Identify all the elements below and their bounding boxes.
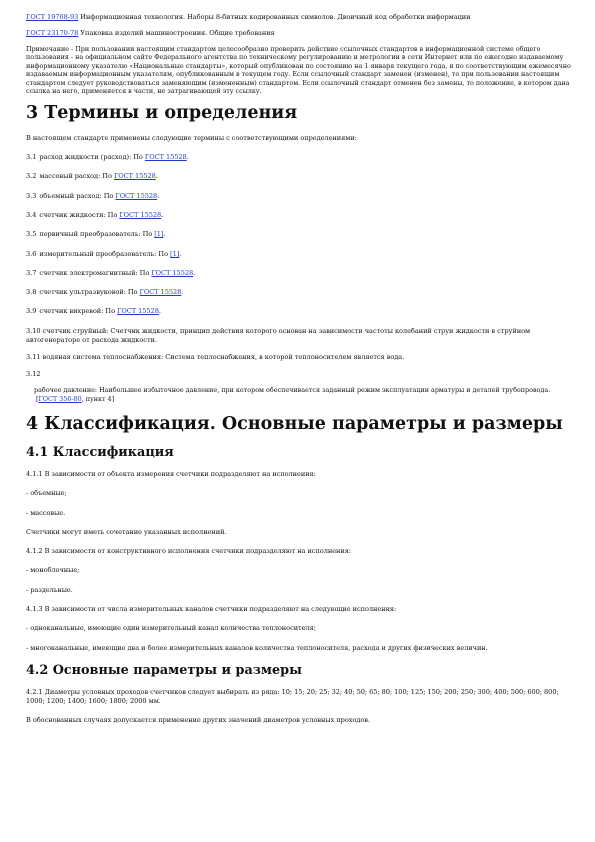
note-paragraph: Примечание - При пользовании настоящим стандартом целесообразно проверить действие ссылочных стандартов в информационной системе общего пользования - на официальном сайте Федерального агентства по техническому регулированию и метрологии в сети Интернет или по ежегодно издаваемому информационному указателю «Национальные стандарты», который опубликован по состоянию на 1 января текущего года, и по соответствующим ежемесячно издаваемым информационным указателям, опубликованным в текущем году. Если ссылочный стандарт заменен (изменен), то при пользовании настоящим стандартом следует руководствоваться заменяющим (измененным) стандартом. Если ссылочный стандарт отменен без замены, то положение, в котором дана ссылка на него, применяется в части, не затрагивающей эту ссылку. [26,44,571,96]
term-number: 3.6 [26,249,37,258]
term-link[interactable]: ГОСТ 15528 [151,268,194,277]
term-name: первичный преобразователь [39,230,139,239]
section-3-intro: В настоящем стандарте применены следующие термины с соответствующими определениями: [26,133,357,142]
ref-text: Упаковка изделий машиностроения. Общие требования [78,28,275,37]
term-link[interactable]: ГОСТ 15528 [119,211,162,219]
term-number: 3.2 [26,172,37,181]
term-link[interactable]: [1] [154,230,164,239]
ref-link[interactable]: ГОСТ 23170-78 [26,28,79,37]
section-4-heading: 4 Классификация. Основные параметры и размеры [26,414,563,434]
term-item [26,230,571,239]
section-3-heading: 3 Термины и определения [26,102,298,123]
term-prefix: : По [98,172,114,181]
term-number: 3.4 [26,211,37,219]
term-name: расход жидкости (расход) [39,153,130,162]
term-name: счетчик жидкости [39,211,104,219]
term-item [26,153,571,162]
term-number: 3.7 [26,268,37,277]
para-4-1-1-note: Счетчики могут иметь сочетание указанных исполнений. [26,527,227,536]
term-3-11: 3.11 водяная система теплоснабжения: Система теплоснабжения, в которой теплоносителем является вода. [26,352,405,361]
term-link[interactable]: ГОСТ 15528 [144,153,187,162]
term-prefix: : По [101,307,118,316]
term-number: 3.9 [26,307,37,316]
source-link[interactable]: ГОСТ 356-80 [38,394,82,403]
term-item [26,288,571,297]
term-prefix: : По [103,211,120,219]
term-item [26,192,571,201]
term-name: массовый расход [39,172,99,181]
subsection-4-1-heading: 4.1 Классификация [26,445,174,460]
term-name: счетчик электромагнитный [39,268,136,277]
term-suffix: . [155,172,158,181]
ref-text: Информационная технология. Наборы 8-битных кодированных символов. Двоичный код обработки информации [78,13,471,21]
list-item: - объемные; [26,489,67,498]
term-item [26,211,571,220]
term-prefix: : По [154,249,171,258]
term-3-12-source [30,395,571,403]
list-item: - одноканальные, имеющие один измерительный канал количества теплоносителя; [26,624,316,633]
ref-item [26,29,571,38]
para-4-1-1: 4.1.1 В зависимости от объекта измерения счетчики подразделяют на исполнения: [26,470,316,478]
term-link[interactable]: ГОСТ 15528 [139,288,182,297]
term-suffix: . [181,288,184,297]
term-suffix: . [193,268,196,277]
para-4-1-2: 4.1.2 В зависимости от конструктивного исполнения счетчики подразделяют на исполнения: [26,547,352,556]
term-3-10: 3.10 счетчик струйный: Счетчик жидкости, принцип действия которого основан на зависимости частоты колебаний струи жидкости в струйном автогенераторе от расхода жидкости. [26,326,531,344]
source-bracket: [ [36,394,39,403]
list-item: - массовые. [26,508,66,517]
term-3-12-number: 3.12 [26,369,41,378]
term-number: 3.8 [26,288,37,297]
ref-link[interactable]: ГОСТ 19768-93 [26,13,79,21]
term-number: 3.5 [26,230,37,239]
term-link[interactable]: ГОСТ 15528 [115,191,158,200]
term-name: счетчик вихревой [39,307,102,316]
term-link[interactable]: ГОСТ 15528 [113,172,156,181]
term-item [26,172,571,181]
term-suffix: . [157,191,160,200]
term-prefix: : По [129,153,145,162]
para-4-1-3: 4.1.3 В зависимости от числа измерительных каналов счетчики подразделяют на следующие исполнения: [26,605,397,614]
term-prefix: : По [123,288,140,297]
term-suffix: . [161,211,164,219]
term-3-12-text: рабочее давление: Наибольшее избыточное давление, при котором обеспечивается заданный режим эксплуатации арматуры и деталей трубопровода. [34,386,551,395]
subsection-4-2-heading: 4.2 Основные параметры и размеры [26,662,302,678]
para-4-2-2: В обоснованных случаях допускается применение других значений диаметров условных проходов. [26,716,370,725]
term-number: 3.1 [26,153,37,162]
term-suffix: . [186,153,189,162]
term-suffix: . [163,230,166,239]
para-4-2-1: 4.2.1 Диаметры условных проходов счетчиков следует выбирать из ряда: 10; 15; 20; 25; 32; 40; 50; 65; 80; 100; 125; 150; 200; 250; 300; 400; 500; 600; 800; 1000; 1200; 1400; 1600; 1800; 2000 мм. [26,687,559,705]
term-number: 3.3 [26,191,37,200]
term-prefix: : По [138,230,155,239]
term-item [26,307,571,316]
term-name: счетчик ультразвуковой [39,288,124,297]
term-suffix: . [158,307,161,316]
term-link[interactable]: ГОСТ 15528 [117,307,159,316]
list-item: - раздельные. [26,585,73,594]
term-name: объемный расход [39,191,100,200]
term-link[interactable]: [1] [170,249,180,258]
ref-item [26,13,571,22]
term-suffix: . [179,249,182,258]
source-suffix: , пункт 4] [81,394,115,403]
term-prefix: : По [135,268,152,277]
list-item: - моноблочные; [26,566,80,575]
term-3-12-quote [30,386,571,403]
term-item [26,250,571,259]
term-name: измерительный преобразователь [39,249,155,258]
document-page [26,13,571,725]
term-item [26,269,571,278]
terms-list [26,153,571,316]
term-prefix: : По [99,191,116,200]
list-item: - многоканальные, имеющие два и более измерительных каналов количества теплоносителя, расхода и других физических величин. [26,643,488,652]
